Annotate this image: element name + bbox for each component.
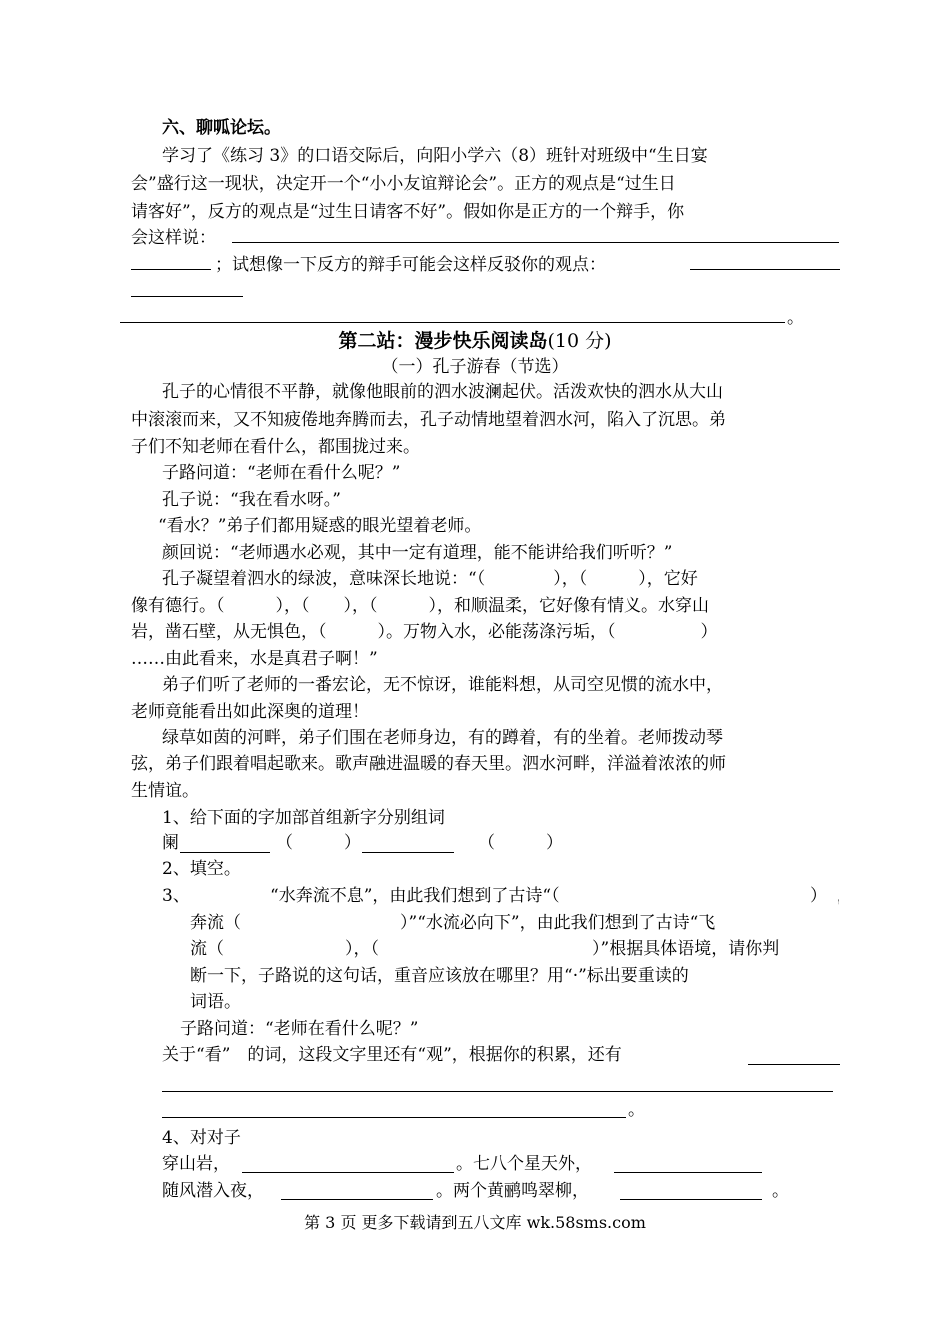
question-3-text: 流（ [190, 939, 224, 959]
question-3-text: 关于“看” 的词，这段文字里还有“观”，根据你的积累，还有 [162, 1045, 622, 1065]
passage-subtitle: （一）孔子游春（节选） [381, 357, 569, 377]
passage-line: 孔子凝望着泗水的绿波，意味深长地说：“（ ），（ ），它好 [162, 569, 698, 589]
couplet-prompt: 穿山岩， [162, 1154, 230, 1174]
question-2: 2、填空。 [162, 859, 241, 879]
question-1-char: 阑 [162, 833, 179, 853]
passage-line: 孔子的心情很不平静，就像他眼前的泗水波澜起伏。活泼欢快的泗水从大山 [162, 382, 723, 402]
answer-line[interactable] [180, 852, 270, 853]
station-heading [0, 329, 950, 353]
question-1-paren: （ ） [478, 833, 563, 853]
passage-line: 弟子们听了老师的一番宏论，无不惊讶，谁能料想，从司空见惯的流水中， [162, 675, 723, 695]
section-six-text-5: ；试想像一下反方的辩手可能会这样反驳你的观点： [215, 255, 606, 275]
answer-line[interactable] [131, 269, 211, 270]
question-3-text: “水奔流不息”，由此我们想到了古诗“（ [270, 886, 560, 906]
answer-line[interactable] [690, 269, 840, 270]
question-4: 4、对对子 [162, 1128, 241, 1148]
section-six-text-1: 学习了《练习 3》的口语交际后，向阳小学六（8）班针对班级中“生日宴 [162, 146, 708, 166]
section-six-end: 。 [787, 308, 804, 328]
question-1: 1、给下面的字加部首组新字分别组词 [162, 808, 445, 828]
answer-line[interactable] [748, 1064, 840, 1065]
couplet-prompt: 。两个黄鹂鸣翠柳， [436, 1181, 589, 1201]
question-3-text: ），（ [345, 939, 379, 959]
station-score: (10 分) [547, 330, 612, 352]
question-3-text: 断一下，子路说的这句话，重音应该放在哪里？用“·”标出要重读的 [190, 966, 689, 986]
section-six-text-3: 请客好”，反方的观点是“过生日请客不好”。假如你是正方的一个辩手，你 [131, 202, 685, 222]
question-3-end: 。 [628, 1100, 645, 1120]
answer-line[interactable] [120, 322, 785, 323]
station-title: 第二站：漫步快乐阅读岛 [338, 330, 548, 352]
answer-line[interactable] [614, 1172, 762, 1173]
question-3-text: ）”根据具体语境，请你判 [592, 939, 780, 959]
passage-line: 颜回说：“老师遇水必观，其中一定有道理，能不能讲给我们听听？” [162, 543, 673, 563]
answer-line[interactable] [362, 852, 454, 853]
question-3-text: 奔流（ [190, 913, 241, 933]
passage-line: 子们不知老师在看什么，都围拢过来。 [131, 437, 420, 457]
answer-line[interactable] [232, 242, 839, 243]
answer-line[interactable] [162, 1091, 833, 1092]
passage-line: 子路问道：“老师在看什么呢？” [162, 463, 401, 483]
section-six-text-4: 会这样说： [131, 228, 216, 248]
answer-line[interactable] [162, 1117, 626, 1118]
couplet-end: 。 [772, 1181, 789, 1201]
couplet-prompt: 随风潜入夜， [162, 1181, 264, 1201]
answer-line[interactable] [281, 1199, 433, 1200]
passage-line: 岩，凿石壁，从无惧色，（ ）。万物入水，必能荡涤污垢，（ ） [131, 622, 718, 642]
passage-line: 弦，弟子们跟着唱起歌来。歌声融进温暖的春天里。泗水河畔，洋溢着浓浓的师 [131, 754, 726, 774]
passage-line: 老师竟能看出如此深奥的道理！ [131, 702, 369, 722]
question-3-text: ）”“水流必向下”，由此我们想到了古诗“飞 [400, 913, 716, 933]
question-3-text: 子路问道：“老师在看什么呢？” [180, 1019, 419, 1039]
passage-line: 像有德行。（ ），（ ），（ ），和顺温柔，它好像有情义。水穿山 [131, 596, 709, 616]
section-six-title: 六、聊呱论坛。 [162, 118, 281, 138]
answer-line[interactable] [242, 1172, 454, 1173]
question-3-text: 词语。 [190, 992, 241, 1012]
section-six-text-2: 会”盛行这一现状，决定开一个“小小友谊辩论会”。正方的观点是“过生日 [131, 174, 676, 194]
passage-line: “看水？”弟子们都用疑惑的眼光望着老师。 [158, 516, 482, 536]
question-3-text: ） [810, 886, 827, 906]
couplet-prompt: 。七八个星天外， [456, 1154, 592, 1174]
question-3-number: 3、 [162, 886, 190, 906]
passage-line: 生情谊。 [131, 781, 199, 801]
answer-line[interactable] [131, 296, 243, 297]
page-footer: 第 3 页 更多下载请到五八文库 wk.58sms.com [304, 1213, 646, 1232]
question-3-text: ， [838, 886, 842, 906]
question-1-paren: （ ） [276, 833, 361, 853]
passage-line: 中滚滚而来，又不知疲倦地奔腾而去，孔子动情地望着泗水河，陷入了沉思。弟 [131, 410, 726, 430]
passage-line: 绿草如茵的河畔，弟子们围在老师身边，有的蹲着，有的坐着。老师拨动琴 [162, 728, 723, 748]
answer-line[interactable] [620, 1199, 762, 1200]
passage-line: ……由此看来，水是真君子啊！” [131, 649, 378, 669]
passage-line: 孔子说：“我在看水呀。” [162, 490, 341, 510]
